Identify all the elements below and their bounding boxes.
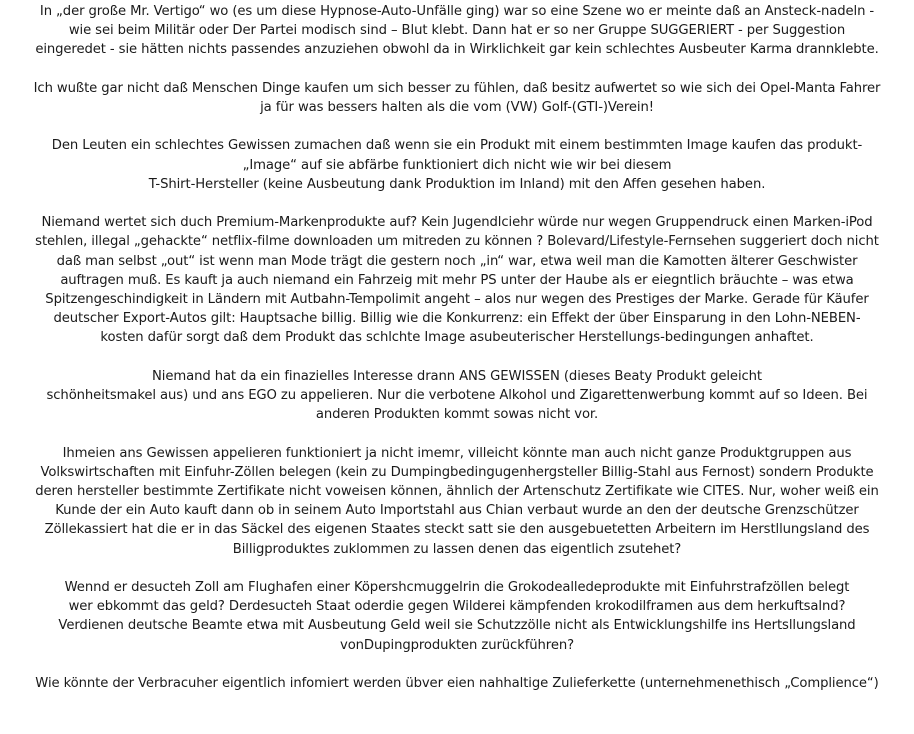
text-line: Billigproduktes zuklommen zu lassen denen das eigentlich zsutehet?	[232, 541, 682, 557]
text-line: In „der große Mr. Vertigo“ wo (es um diese Hypnose-Auto-Unfälle ging) war so eine Szene wo er meinte daß an Ansteck-nadeln -	[39, 4, 875, 19]
text-line: „Image“ auf sie abfärbe funktioniert dich nicht wie wir bei diesem	[242, 157, 672, 173]
text-line: Spitzengeschindigkeit in Ländern mit Autbahn-Tempolimit angeht – alos nur wegen des Prestiges der Marke. Gerade für Käufer	[45, 292, 869, 307]
text-line: Den Leuten ein schlechtes Gewissen zumachen daß wenn sie ein Produkt mit einem bestimmten Image kaufen das produkt-	[51, 138, 863, 154]
text-line: daß man selbst „out“ ist wenn man Mode trägt die gestern noch „in“ war, etwa weil man die Kamotten älterer Geschwister	[56, 253, 858, 269]
text-line: Wie könnte der Verbracuher eigentlich infomiert werden übver eien nahhaltige Zulieferkette (unternehmenethisch „Complience“)	[35, 676, 879, 691]
text-line: Volkswirtschaften mit Einfuhr-Zöllen belegen (kein zu Dumpingbedingugenhergsteller Billig-Stahl aus Fernost) sondern Produkte	[40, 464, 874, 480]
text-line: Ihmeien ans Gewissen appelieren funktioniert ja nicht imemr, villeicht könnte man auch nicht ganze Produktgruppen aus	[62, 445, 852, 461]
text-line: eingeredet - sie hätten nichts passendes anzuziehen obwohl da in Wirklichkeit gar kein schlechtes Ausbeuter Karma drannklebte.	[35, 42, 879, 58]
paragraph-6	[8, 444, 906, 559]
text-line: kosten dafür sorgt daß dem Produkt das schlchte Image asubeuterischer Herstellungs-bedingungen anhaftet.	[100, 330, 814, 346]
paragraph-5	[8, 367, 906, 425]
document-body	[0, 2, 914, 693]
paragraph-8	[8, 674, 906, 693]
text-line: wie sei beim Militär oder Der Partei modisch sind – Blut klebt. Dann hat er so ner Gruppe SUGGERIERT - per Suggestion	[68, 23, 846, 39]
text-line: wer ebkommt das geld? Derdesucteh Staat oderdie gegen Wilderei kämpfenden krokodilframen aus dem herkuftsalnd?	[68, 599, 846, 615]
text-line: Wennd er desucteh Zoll am Flughafen einer Köpershcmuggelrin die Grokodealledeprodukte mit Einfuhrstrafzöllen belegt	[64, 580, 850, 595]
text-line: T-Shirt-Hersteller (keine Ausbeutung dank Produktion im Inland) mit den Affen gesehen haben.	[148, 176, 766, 192]
text-line: schönheitsmakel aus) und ans EGO zu appelieren. Nur die verbotene Alkohol und Zigarettenwerbung kommt auf so Ideen. Bei	[46, 388, 868, 403]
text-line: Kunde der ein Auto kauft dann ob in seinem Auto Importstahl aus Chian verbaut wurde an den der deutsche Grenzschützer	[55, 503, 859, 519]
text-line: deren hersteller bestimmte Zertifikate nicht voweisen können, ähnlich der Artenschutz Zertifikate wie CITES. Nur, woher weiß ein	[35, 484, 879, 499]
text-line: Ich wußte gar nicht daß Menschen Dinge kaufen um sich besser zu fühlen, daß besitz aufwertet so wie sich dei Opel-Manta Fahrer	[33, 80, 881, 96]
paragraph-3	[8, 136, 906, 194]
text-line: deutscher Export-Autos gilt: Hauptsache billig. Billig wie die Konkurrenz: ein Effekt der über Einsparung in den Lohn-NEBEN-	[53, 311, 861, 327]
text-line: Verdienen deutsche Beamte etwa mit Ausbeutung Geld weil sie Schutzzölle nicht als Entwicklungshilfe ins Hertsllungsland	[58, 618, 856, 634]
text-line: anderen Produkten kommt sowas nicht vor.	[315, 407, 599, 423]
text-line: Niemand hat da ein finazielles Interesse drann ANS GEWISSEN (dieses Beaty Produkt geleicht	[152, 368, 762, 384]
text-line: Zöllekassiert hat die er in das Säckel des eigenen Staates steckt satt sie den ausgebuetetten Arbeitern im Herstllungsland des	[44, 522, 870, 538]
text-line: auftragen muß. Es kauft ja auch niemand ein Fahrzeig mit mehr PS unter der Haube als er eiegntlich bräuchte – was etwa	[60, 272, 854, 288]
text-line: ja für was bessers halten als die vom (VW) Golf-(GTI-)Verein!	[260, 100, 654, 115]
text-line: vonDupingprodukten zurückführen?	[340, 637, 574, 653]
paragraph-7	[8, 578, 906, 655]
paragraph-2	[8, 79, 906, 117]
text-line: stehlen, illegal „gehackte“ netflix-filme downloaden um mitreden zu können ? Bolevard/Lifestyle-Fernsehen suggeriert doch nicht	[35, 234, 879, 250]
text-line: Niemand wertet sich duch Premium-Markenprodukte auf? Kein Jugendlciehr würde nur wegen Gruppendruck einen Marken-iPod	[41, 215, 873, 231]
paragraph-4	[8, 213, 906, 347]
paragraph-1	[8, 2, 906, 60]
